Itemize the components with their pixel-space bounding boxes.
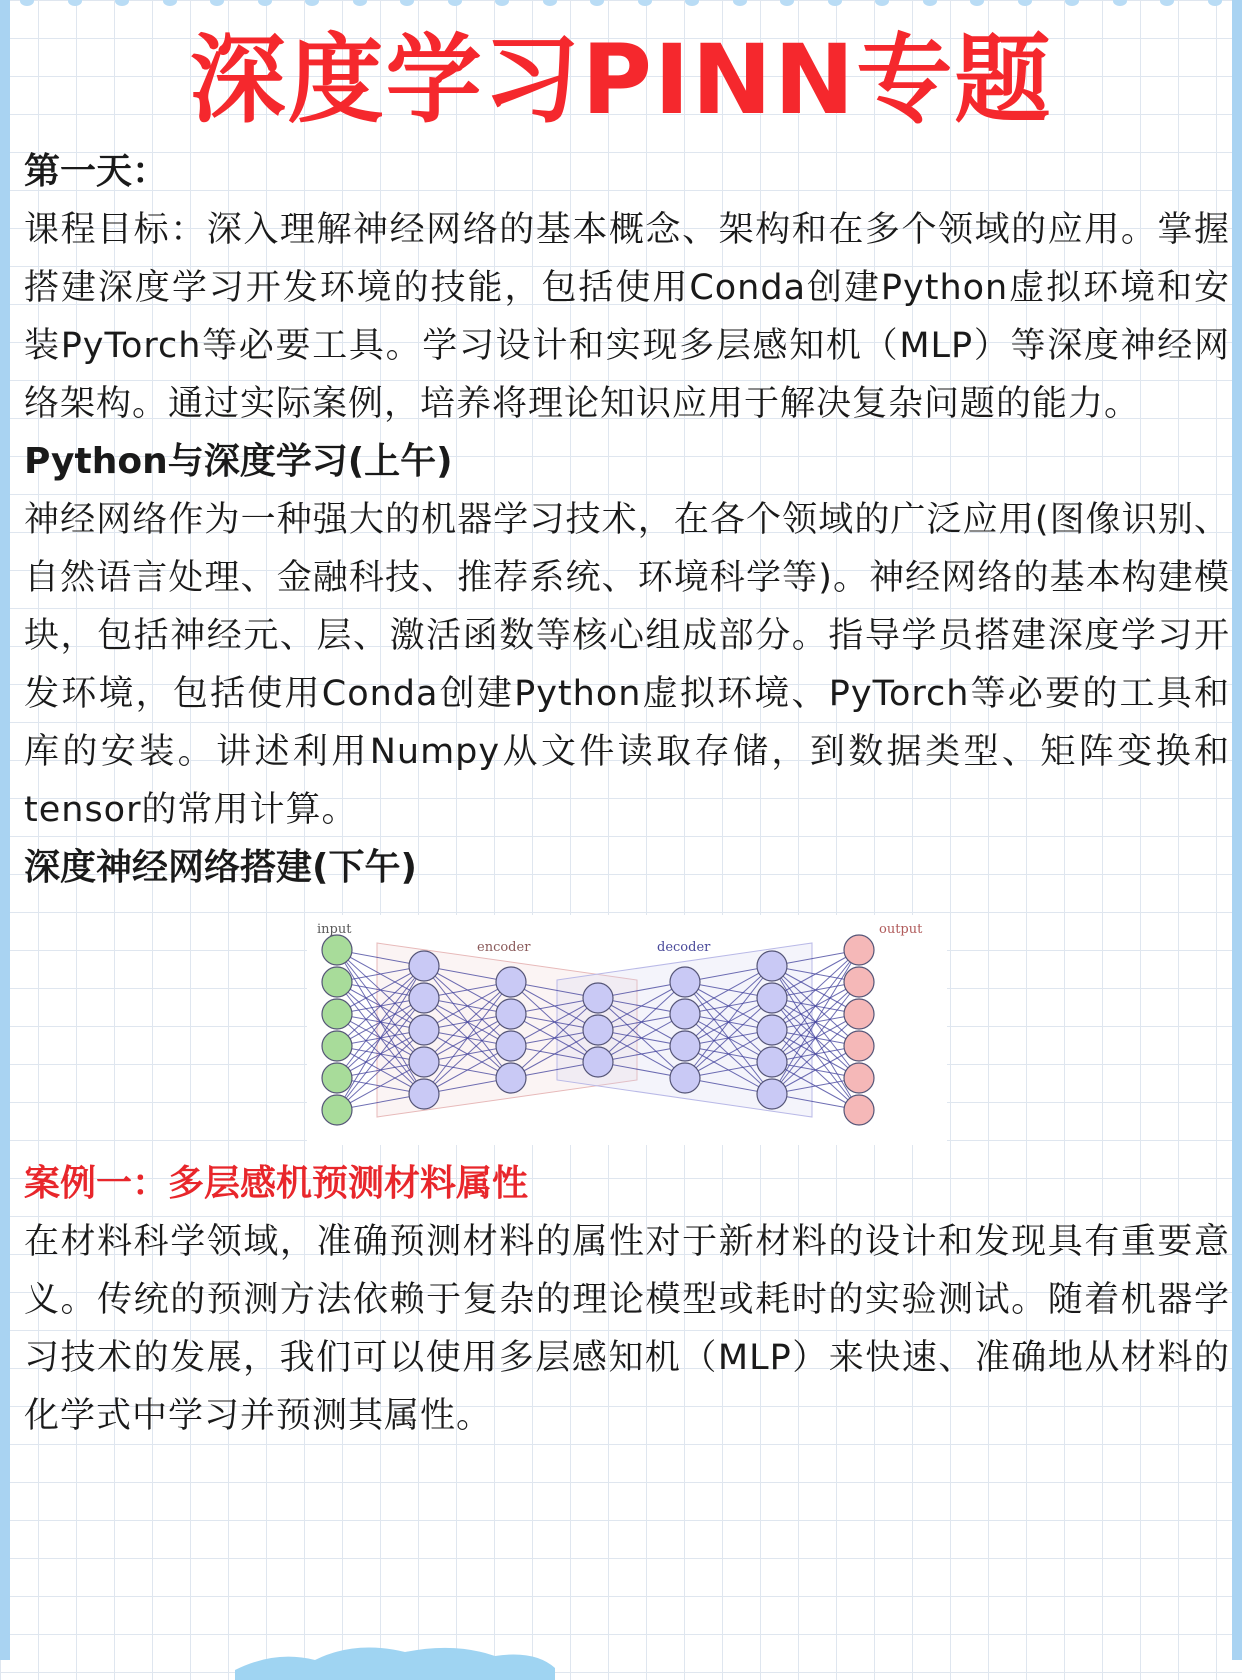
hidden-node [757,1047,787,1077]
hidden-node [757,951,787,981]
hidden-node [583,1047,613,1077]
input-node [322,999,352,1029]
output-node [844,1063,874,1093]
course-goal-text: 课程目标：深入理解神经网络的基本概念、架构和在多个领域的应用。掌握搭建深度学习开发环境的技能，包括使用Conda创建Python虚拟环境和安装PyTorch等必要工具。学习设计和实现多层感知机（MLP）等深度神经网络架构。通过实际案例，培养将理论知识应用于解决复杂问题的能力。 [24,210,1230,424]
hidden-node [409,1047,439,1077]
encoder-label: encoder [477,940,531,955]
day1-heading: 第一天： [24,151,169,192]
output-node [844,967,874,997]
hidden-node [409,983,439,1013]
left-border [0,0,10,1660]
output-node [844,999,874,1029]
morning-heading: Python与深度学习(上午) [24,441,453,482]
hidden-node [757,983,787,1013]
hidden-node [670,967,700,997]
hidden-node [409,1079,439,1109]
morning-text: 神经网络作为一种强大的机器学习技术，在各个领域的广泛应用(图像识别、自然语言处理、金融科技、推荐系统、环境科学等)。神经网络的基本构建模块，包括神经元、层、激活函数等核心组成部分。指导学员搭建深度学习开发环境，包括使用Conda创建Python虚拟环境、PyTorch等必要的工具和库的安装。讲述利用Numpy从文件读取存储，到数据类型、矩阵变换和tensor的常用计算。 [24,500,1230,830]
input-node [322,1031,352,1061]
input-node [322,935,352,965]
main-content [24,143,1230,1445]
input-node [322,1063,352,1093]
decoder-label: decoder [657,940,711,955]
hidden-node [583,983,613,1013]
hidden-node [409,951,439,981]
output-node [844,1095,874,1125]
hidden-node [496,999,526,1029]
input-node [322,967,352,997]
hidden-node [496,1031,526,1061]
hidden-node [670,1031,700,1061]
page-title: 深度学习PINN专题 [189,24,1053,136]
hidden-node [583,1015,613,1045]
case1-text: 在材料科学领域，准确预测材料的属性对于新材料的设计和发现具有重要意义。传统的预测方法依赖于复杂的理论模型或耗时的实验测试。随着机器学习技术的发展，我们可以使用多层感知机（MLP）来快速、准确地从材料的化学式中学习并预测其属性。 [24,1222,1230,1436]
hidden-node [757,1015,787,1045]
input-label: input [317,922,352,937]
output-node [844,935,874,965]
hidden-node [670,1063,700,1093]
cloud-decoration [235,1640,555,1680]
hidden-node [409,1015,439,1045]
top-dot-border [20,0,1222,6]
hidden-node [496,967,526,997]
autoencoder-diagram [307,915,947,1145]
output-label: output [879,922,923,937]
right-border [1232,0,1242,1660]
afternoon-heading: 深度神经网络搭建(下午) [24,847,417,888]
input-node [322,1095,352,1125]
case1-heading: 案例一：多层感机预测材料属性 [24,1163,529,1204]
hidden-node [757,1079,787,1109]
hidden-node [496,1063,526,1093]
output-node [844,1031,874,1061]
hidden-node [670,999,700,1029]
